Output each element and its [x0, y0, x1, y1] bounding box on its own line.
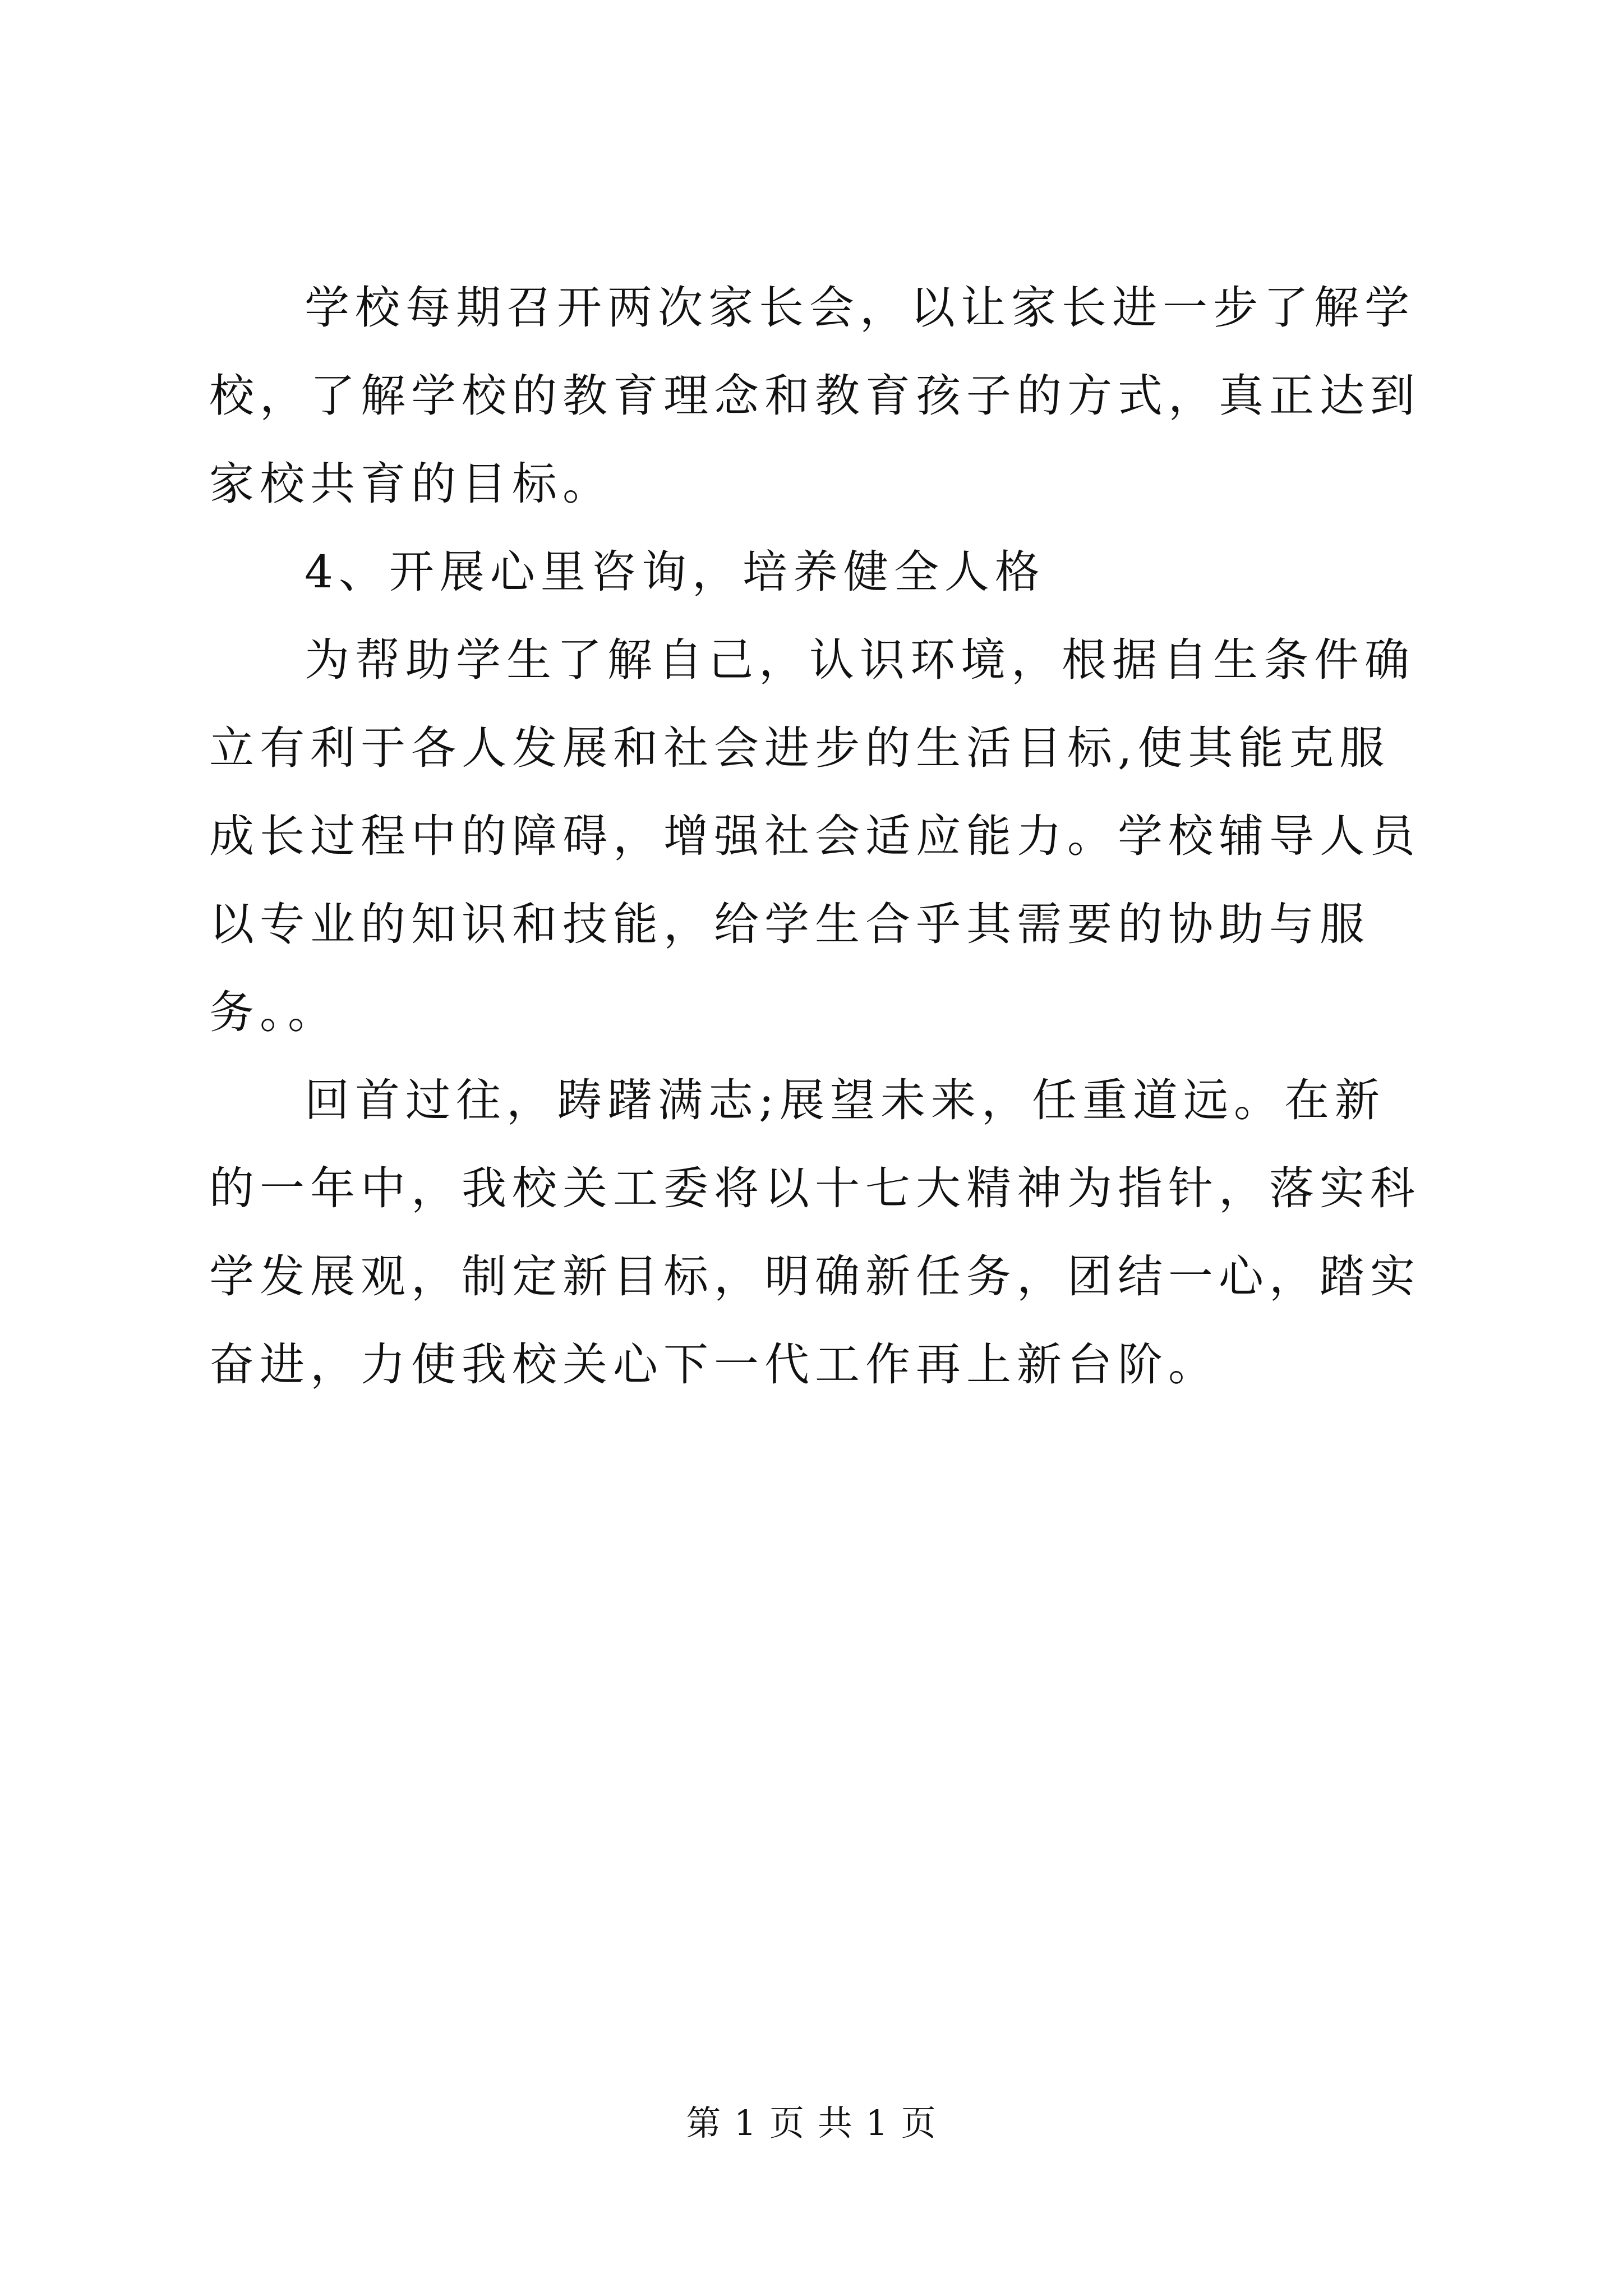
paragraph-conclusion: 回首过往，踌躇满志;展望未来，任重道远。在新的一年中，我校关工委将以十七大精神为指针，落实科学发展观，制定新目标，明确新任务，团结一心，踏实奋进，力使我校关心下一代工作再上新台阶。 [209, 1074, 1421, 1391]
section-heading-counseling: 4、开展心里咨询，培养健全人格 [305, 546, 1045, 598]
paragraph-counseling: 为帮助学生了解自己，认识环境，根据自生条件确立有利于各人发展和社会进步的生活目标,使其能克服成长过程中的障碍，增强社会适应能力。学校辅导人员以专业的知识和技能，给学生合乎其需要的协助与服务。。 [209, 634, 1421, 1038]
document-body [209, 264, 1421, 1409]
page-footer: 第 1 页 共 1 页 [686, 2102, 937, 2143]
paragraph-parent-meetings: 学校每期召开两次家长会，以让家长进一步了解学校，了解学校的教育理念和教育孩子的方式，真正达到家校共育的目标。 [209, 282, 1421, 510]
